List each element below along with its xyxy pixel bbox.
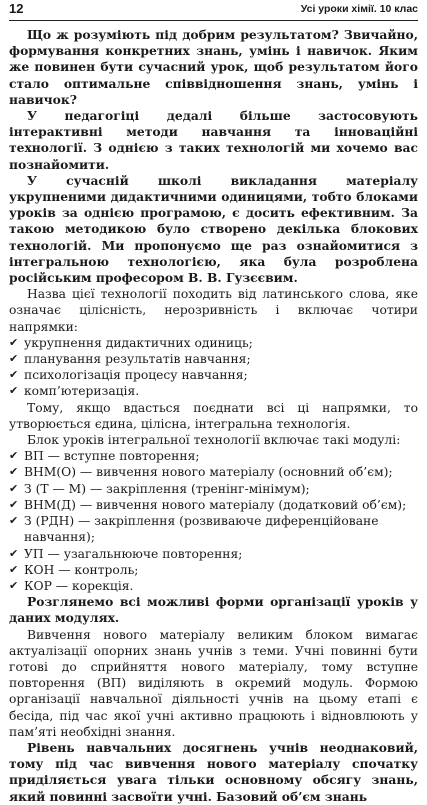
paragraph-5: Тому, якщо вдасться поєднати всі ці напрямки, то утворюється єдина, цілісна, інтегральна технологія.	[9, 400, 418, 431]
check-mark-icon: ✔	[9, 368, 19, 382]
list-item: ✔ ВНМ(Д) — вивчення нового матеріалу (додатковий об’єм);	[9, 497, 407, 512]
list-item: ✔ ВП — вступне повторення;	[9, 449, 200, 464]
list-item: ✔ УП — узагальнююче повторення;	[9, 546, 243, 561]
paragraph-4: Назва цієї технології походить від латинського слова, яке означає цілісність, нерозривність і включає чотири напрямки:	[9, 287, 418, 334]
list-item: ✔ З (РДН) — закріплення (розвиваюче диференційоване навчання);	[9, 514, 379, 545]
list-item: ✔ комп’ютеризація.	[9, 384, 140, 399]
check-mark-icon: ✔	[9, 465, 19, 479]
paragraph-6: Блок уроків інтегральної технології включає такі модулі:	[27, 433, 401, 448]
check-mark-icon: ✔	[9, 449, 19, 463]
paragraph-7: Розглянемо всі можливі форми організації уроків у даних модулях.	[9, 594, 418, 626]
page-header	[9, 0, 418, 21]
check-mark-icon: ✔	[9, 352, 19, 366]
check-mark-icon: ✔	[9, 514, 19, 528]
running-head: Усі уроки хімії. 10 клас	[300, 3, 418, 15]
check-mark-icon: ✔	[9, 384, 19, 398]
paragraph-2: У педагогіці дедалі більше застосовують інтерактивні методи навчання та інноваційні технології. З однією з таких технологій ми хочемо вас познайомити.	[9, 108, 418, 172]
paragraph-8: Вивчення нового матеріалу великим блоком вимагає актуалізації опорних знань учнів з теми. Учні повинні бути готові до сприйняття нового матеріалу, тому вступне повторення (ВП) виділяють в окремий модуль. Формою організації навчальної діяльності учнів на цьому етапі є бесіда, під час якої учні активно працюють і відновлюють у пам’яті необхідні знання.	[9, 627, 418, 739]
check-mark-icon: ✔	[9, 497, 19, 511]
list-item: ✔ планування результатів навчання;	[9, 352, 251, 367]
list-item: ✔ З (Т — М) — закріплення (тренінг-мінімум);	[9, 481, 310, 496]
check-mark-icon: ✔	[9, 546, 19, 560]
list-item: ✔ ВНМ(О) — вивчення нового матеріалу (основний об’єм);	[9, 465, 393, 480]
list-item: ✔ КОН — контроль;	[9, 562, 139, 577]
paragraph-1: Що ж розуміють під добрим результатом? Звичайно, формування конкретних знань, умінь і навичок. Яким же повинен бути сучасний урок, щоб результатом його стало оптимальне співвідношення знань, умінь і навичок?	[9, 27, 418, 107]
page-body	[9, 21, 418, 805]
check-mark-icon: ✔	[9, 578, 19, 592]
list-item: ✔ КОР — корекція.	[9, 578, 134, 593]
directions-list	[9, 335, 418, 400]
paragraph-3: У сучасній школі викладання матеріалу укрупненими дидактичними одиницями, тобто блоками уроків за однією програмою, є досить ефективним. За такою методикою було створено декілька блокових технологій. Ми пропонуємо ще раз ознайомитися з інтегральною технологією, яка була розроблена російським професором В. В. Гузєєвим.	[9, 172, 418, 286]
check-mark-icon: ✔	[9, 481, 19, 495]
paragraph-9: Рівень навчальних досягнень учнів неоднаковий, тому під час вивчення нового матеріалу спочатку приділяється увага тільки основному обсягу знань, який повинні засвоїти учні. Базовий об’єм знань	[9, 739, 418, 804]
page-number: 12	[9, 1, 24, 16]
list-item: ✔ укрупнення дидактичних одиниць;	[9, 335, 253, 350]
check-mark-icon: ✔	[9, 562, 19, 576]
check-mark-icon: ✔	[9, 335, 19, 349]
list-item: ✔ психологізація процесу навчання;	[9, 368, 248, 383]
modules-list	[9, 448, 418, 594]
